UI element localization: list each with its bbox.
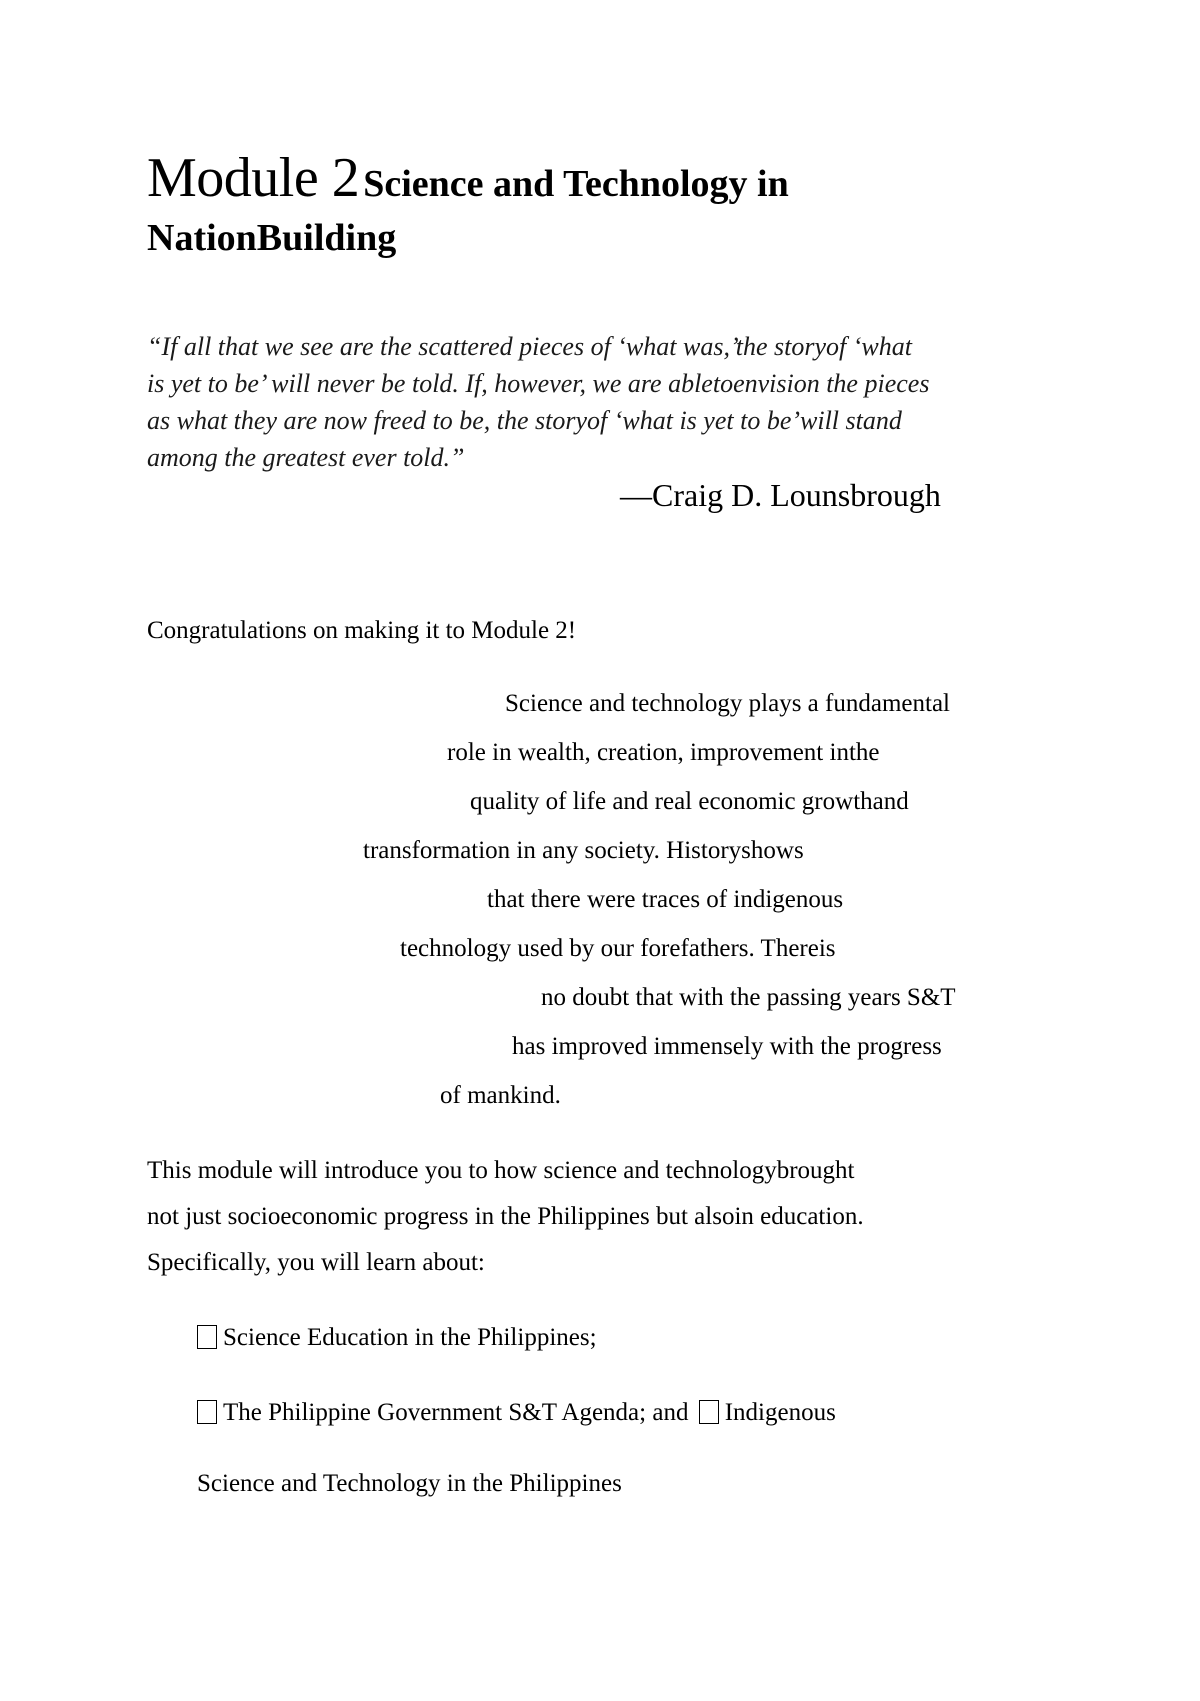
bullet-text: The Philippine Government S&T Agenda; and: [223, 1399, 689, 1426]
intro-line: role in wealth, creation, improvement inthe: [447, 739, 880, 766]
bullet-text: Indigenous: [724, 1399, 836, 1426]
intro-line: Science and technology plays a fundamental: [505, 690, 950, 717]
quote-line: is yet to be’ will never be told. If, however, we are abletoenvision the pieces: [147, 369, 930, 398]
bullet-item: [197, 1321, 597, 1355]
intro-line: transformation in any society. Historyshows: [363, 837, 804, 864]
congrats-text: Congratulations on making it to Module 2!: [147, 617, 577, 644]
module-subtitle: Science and Technology in: [363, 163, 789, 205]
module-number: Module 2: [147, 147, 360, 209]
intro-line: no doubt that with the passing years S&T: [541, 984, 956, 1011]
bullet-continuation: Science and Technology in the Philippines: [197, 1470, 622, 1497]
bullet-text: Science Education in the Philippines;: [223, 1324, 597, 1351]
intro-line: technology used by our forefathers. Thereis: [400, 935, 836, 962]
intro-line: has improved immensely with the progress: [512, 1033, 942, 1060]
page-title: [147, 148, 789, 222]
intro-line: that there were traces of indigenous: [487, 886, 844, 913]
module-intro-line: not just socioeconomic progress in the Philippines but alsoin education.: [147, 1203, 864, 1230]
quote-attribution: —Craig D. Lounsbrough: [620, 477, 941, 513]
quote-line: as what they are now freed to be, the storyof ‘what is yet to be’will stand: [147, 406, 902, 435]
bullet-item: [197, 1396, 836, 1430]
module-subtitle-continued: NationBuilding: [147, 217, 397, 259]
bullet-box-icon: [197, 1325, 217, 1349]
bullet-box-icon: [197, 1400, 217, 1424]
intro-line: quality of life and real economic growthand: [470, 788, 909, 815]
quote-line: “If all that we see are the scattered pieces of ‘what was,’the storyof ‘what: [147, 332, 912, 361]
intro-line: of mankind.: [440, 1082, 561, 1109]
module-intro-line: This module will introduce you to how science and technologybrought: [147, 1157, 855, 1184]
module-intro-line: Specifically, you will learn about:: [147, 1249, 485, 1276]
quote-line: among the greatest ever told.”: [147, 443, 465, 472]
bullet-box-icon: [699, 1400, 719, 1424]
